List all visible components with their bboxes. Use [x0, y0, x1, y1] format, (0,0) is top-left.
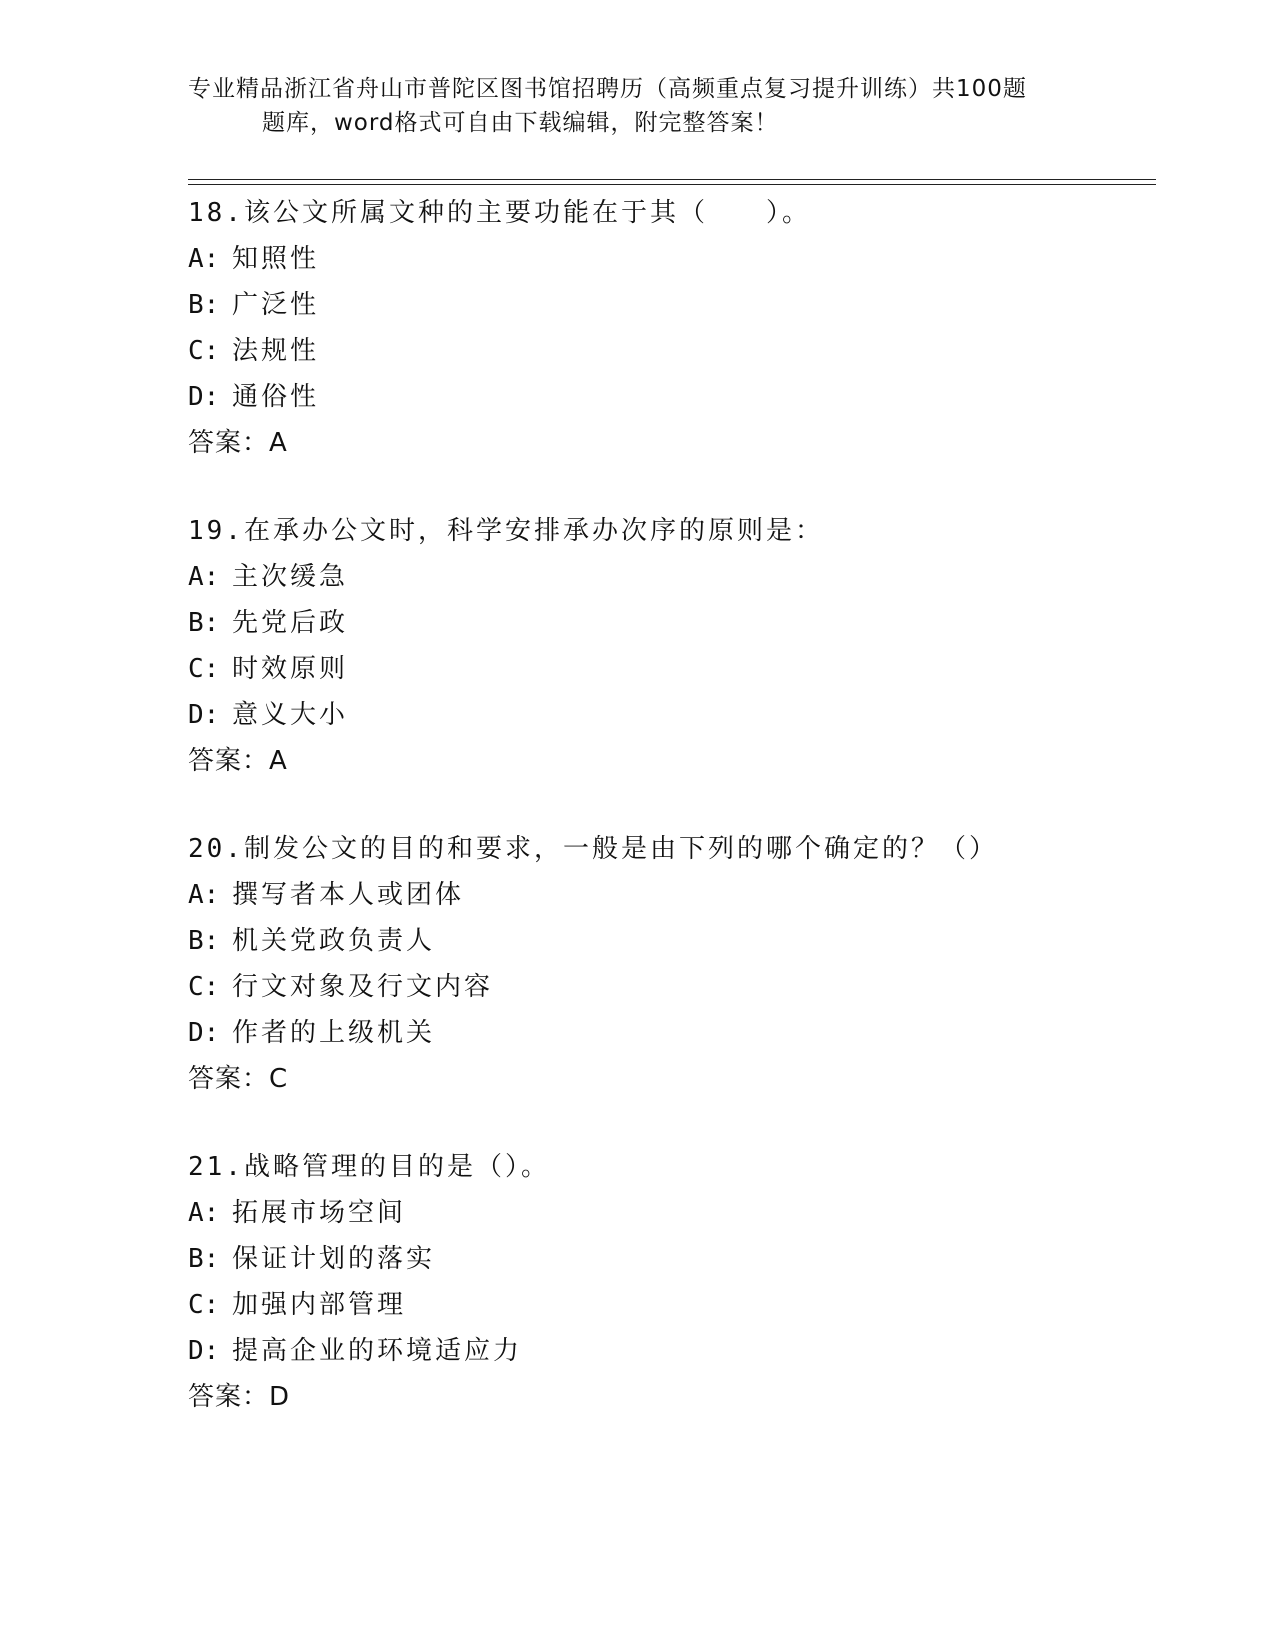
- option-text: 法规性: [232, 336, 320, 366]
- option-c: [188, 964, 1168, 1010]
- option-text: 时效原则: [232, 654, 349, 684]
- option-a: [188, 1190, 1168, 1236]
- question-stem: 20.制发公文的目的和要求，一般是由下列的哪个确定的？（）: [188, 834, 998, 864]
- question-stem: 19.在承办公文时，科学安排承办次序的原则是：: [188, 516, 824, 546]
- answer-value: D: [269, 1382, 291, 1412]
- option-a: [188, 554, 1168, 600]
- answer-line: [188, 1056, 1168, 1102]
- option-d: [188, 374, 1168, 420]
- header-divider-bottom: [188, 184, 1156, 185]
- option-text: 意义大小: [232, 700, 349, 730]
- answer-value: A: [269, 746, 288, 776]
- option-letter: C:: [188, 972, 220, 1002]
- option-letter: B:: [188, 608, 220, 638]
- option-d: [188, 1010, 1168, 1056]
- option-a: [188, 236, 1168, 282]
- option-text: 行文对象及行文内容: [232, 972, 494, 1002]
- option-letter: A:: [188, 244, 220, 274]
- option-letter: A:: [188, 1198, 220, 1228]
- option-letter: C:: [188, 336, 220, 366]
- question-21: [188, 1144, 1168, 1420]
- option-text: 机关党政负责人: [232, 926, 436, 956]
- header-title-line-2: 题库，word格式可自由下载编辑，附完整答案！: [262, 110, 779, 136]
- option-b: [188, 282, 1168, 328]
- question-20: [188, 826, 1168, 1102]
- option-a: [188, 872, 1168, 918]
- option-letter: B:: [188, 926, 220, 956]
- option-text: 拓展市场空间: [232, 1198, 407, 1228]
- answer-value: C: [269, 1064, 289, 1094]
- option-c: [188, 328, 1168, 374]
- option-letter: D:: [188, 382, 220, 412]
- option-d: [188, 692, 1168, 738]
- option-text: 通俗性: [232, 382, 320, 412]
- answer-label: 答案：: [188, 1064, 270, 1094]
- option-letter: D:: [188, 1018, 220, 1048]
- answer-value: A: [269, 428, 288, 458]
- answer-label: 答案：: [188, 428, 270, 458]
- answer-label: 答案：: [188, 1382, 270, 1412]
- option-b: [188, 1236, 1168, 1282]
- option-letter: B:: [188, 1244, 220, 1274]
- option-letter: B:: [188, 290, 220, 320]
- option-letter: D:: [188, 1336, 220, 1366]
- option-letter: C:: [188, 654, 220, 684]
- question-19: [188, 508, 1168, 784]
- option-letter: A:: [188, 880, 220, 910]
- option-c: [188, 646, 1168, 692]
- option-text: 保证计划的落实: [232, 1244, 436, 1274]
- option-c: [188, 1282, 1168, 1328]
- header-divider-top: [188, 179, 1156, 180]
- answer-line: [188, 738, 1168, 784]
- option-d: [188, 1328, 1168, 1374]
- answer-line: [188, 1374, 1168, 1420]
- answer-label: 答案：: [188, 746, 270, 776]
- document-header: [188, 72, 1088, 140]
- option-text: 先党后政: [232, 608, 349, 638]
- option-b: [188, 918, 1168, 964]
- option-text: 撰写者本人或团体: [232, 880, 465, 910]
- option-text: 知照性: [232, 244, 320, 274]
- option-text: 广泛性: [232, 290, 320, 320]
- option-text: 提高企业的环境适应力: [232, 1336, 523, 1366]
- question-stem: 21.战略管理的目的是（）。: [188, 1152, 550, 1182]
- option-text: 作者的上级机关: [232, 1018, 436, 1048]
- option-letter: A:: [188, 562, 220, 592]
- question-list: [188, 190, 1168, 1462]
- header-title-line-1: 专业精品浙江省舟山市普陀区图书馆招聘历（高频重点复习提升训练）共100题: [188, 76, 1027, 102]
- question-18: [188, 190, 1168, 466]
- question-stem: 18.该公文所属文种的主要功能在于其（ ）。: [188, 198, 811, 228]
- option-b: [188, 600, 1168, 646]
- option-text: 加强内部管理: [232, 1290, 407, 1320]
- option-text: 主次缓急: [232, 562, 349, 592]
- option-letter: C:: [188, 1290, 220, 1320]
- option-letter: D:: [188, 700, 220, 730]
- answer-line: [188, 420, 1168, 466]
